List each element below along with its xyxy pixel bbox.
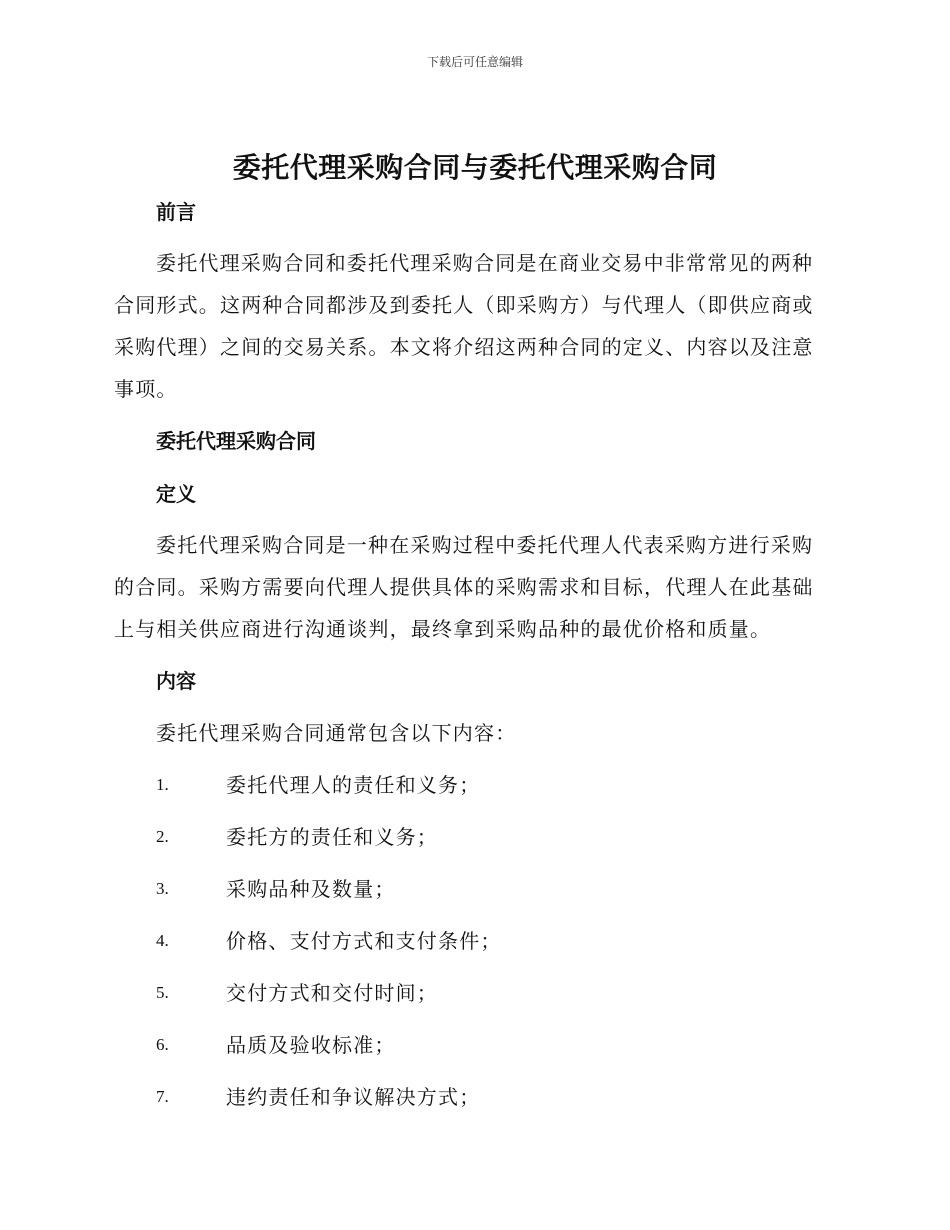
list-item-text: 价格、支付方式和支付条件； (226, 929, 502, 953)
list-item-number: 6. (156, 1035, 169, 1054)
list-item-text: 采购品种及数量； (226, 877, 396, 901)
list-item (156, 771, 836, 799)
preface-paragraph: 委托代理采购合同和委托代理采购合同是在商业交易中非常常见的两种合同形式。这两种合同都涉及到委托人（即采购方）与代理人（即供应商或采购代理）之间的交易关系。本文将介绍这两种合同的定义、内容以及注意事项。 (114, 251, 814, 401)
list-item-number: 4. (156, 931, 169, 950)
content-heading: 内容 (156, 669, 196, 693)
header-note: 下载后可任意编辑 (426, 55, 523, 69)
document-title: 委托代理采购合同与委托代理采购合同 (232, 151, 718, 184)
list-item-text: 交付方式和交付时间； (226, 981, 438, 1005)
list-item-text: 品质及验收标准； (226, 1033, 396, 1057)
list-item (156, 979, 836, 1007)
list-item-number: 1. (156, 775, 169, 794)
definition-heading: 定义 (156, 482, 196, 506)
list-item-number: 5. (156, 983, 169, 1002)
list-item (156, 1031, 836, 1059)
list-item-text: 违约责任和争议解决方式； (226, 1085, 481, 1109)
preface-heading: 前言 (156, 200, 196, 224)
definition-paragraph: 委托代理采购合同是一种在采购过程中委托代理人代表采购方进行采购的合同。采购方需要向代理人提供具体的采购需求和目标，代理人在此基础上与相关供应商进行沟通谈判，最终拿到采购品种的最优价格和质量。 (114, 533, 814, 641)
list-item (156, 823, 836, 851)
list-item (156, 927, 836, 955)
list-item-text: 委托方的责任和义务； (226, 825, 438, 849)
list-item-number: 7. (156, 1087, 169, 1106)
list-item (156, 1083, 836, 1111)
list-item-text: 委托代理人的责任和义务； (226, 773, 481, 797)
list-item-number: 2. (156, 827, 169, 846)
list-item-number: 3. (156, 879, 169, 898)
list-item (156, 875, 836, 903)
contract-section-heading: 委托代理采购合同 (156, 429, 316, 453)
content-intro: 委托代理采购合同通常包含以下内容： (156, 721, 517, 745)
